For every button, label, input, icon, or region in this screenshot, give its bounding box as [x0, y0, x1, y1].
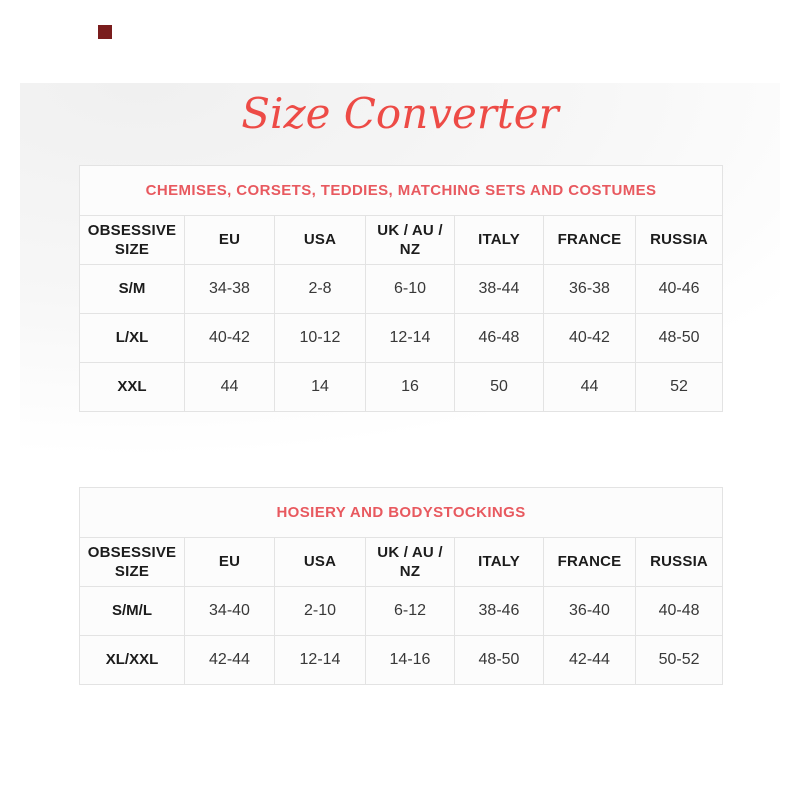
column-header: UK / AU / NZ	[366, 538, 455, 587]
corner-square	[98, 25, 112, 39]
table-row	[80, 265, 723, 314]
column-header: USA	[275, 538, 366, 587]
table-caption: HOSIERY AND BODYSTOCKINGS	[80, 488, 723, 538]
column-header: RUSSIA	[636, 216, 723, 265]
column-header: USA	[275, 216, 366, 265]
value-cell: 40-46	[636, 265, 723, 314]
column-header: EU	[185, 216, 275, 265]
value-cell: 14-16	[366, 636, 455, 685]
table-slot-hosiery	[79, 487, 722, 685]
column-header: FRANCE	[544, 538, 636, 587]
value-cell: 10-12	[275, 314, 366, 363]
content-panel	[20, 83, 780, 800]
value-cell: 6-12	[366, 587, 455, 636]
value-cell: 2-8	[275, 265, 366, 314]
value-cell: 34-38	[185, 265, 275, 314]
table-slot-chemises	[79, 165, 722, 412]
value-cell: 38-46	[455, 587, 544, 636]
value-cell: 48-50	[636, 314, 723, 363]
value-cell: 40-48	[636, 587, 723, 636]
page-title: Size Converter	[241, 89, 559, 138]
table-row	[80, 587, 723, 636]
size-cell: XXL	[80, 363, 185, 412]
value-cell: 36-38	[544, 265, 636, 314]
size-table	[79, 165, 723, 412]
value-cell: 50-52	[636, 636, 723, 685]
value-cell: 36-40	[544, 587, 636, 636]
value-cell: 12-14	[366, 314, 455, 363]
column-header: RUSSIA	[636, 538, 723, 587]
value-cell: 14	[275, 363, 366, 412]
value-cell: 42-44	[185, 636, 275, 685]
value-cell: 38-44	[455, 265, 544, 314]
value-cell: 6-10	[366, 265, 455, 314]
table-row	[80, 314, 723, 363]
column-header: ITALY	[455, 216, 544, 265]
size-cell: XL/XXL	[80, 636, 185, 685]
column-header: OBSESSIVE SIZE	[80, 538, 185, 587]
table-row	[80, 636, 723, 685]
column-header: FRANCE	[544, 216, 636, 265]
value-cell: 2-10	[275, 587, 366, 636]
table-row	[80, 363, 723, 412]
value-cell: 52	[636, 363, 723, 412]
column-header: UK / AU / NZ	[366, 216, 455, 265]
column-header: ITALY	[455, 538, 544, 587]
value-cell: 44	[544, 363, 636, 412]
value-cell: 12-14	[275, 636, 366, 685]
value-cell: 44	[185, 363, 275, 412]
table-caption: CHEMISES, CORSETS, TEDDIES, MATCHING SETS AND COSTUMES	[80, 166, 723, 216]
value-cell: 16	[366, 363, 455, 412]
value-cell: 34-40	[185, 587, 275, 636]
value-cell: 50	[455, 363, 544, 412]
size-cell: S/M	[80, 265, 185, 314]
column-header: OBSESSIVE SIZE	[80, 216, 185, 265]
value-cell: 48-50	[455, 636, 544, 685]
size-cell: L/XL	[80, 314, 185, 363]
value-cell: 46-48	[455, 314, 544, 363]
size-cell: S/M/L	[80, 587, 185, 636]
size-table	[79, 487, 723, 685]
value-cell: 42-44	[544, 636, 636, 685]
column-header: EU	[185, 538, 275, 587]
value-cell: 40-42	[185, 314, 275, 363]
value-cell: 40-42	[544, 314, 636, 363]
